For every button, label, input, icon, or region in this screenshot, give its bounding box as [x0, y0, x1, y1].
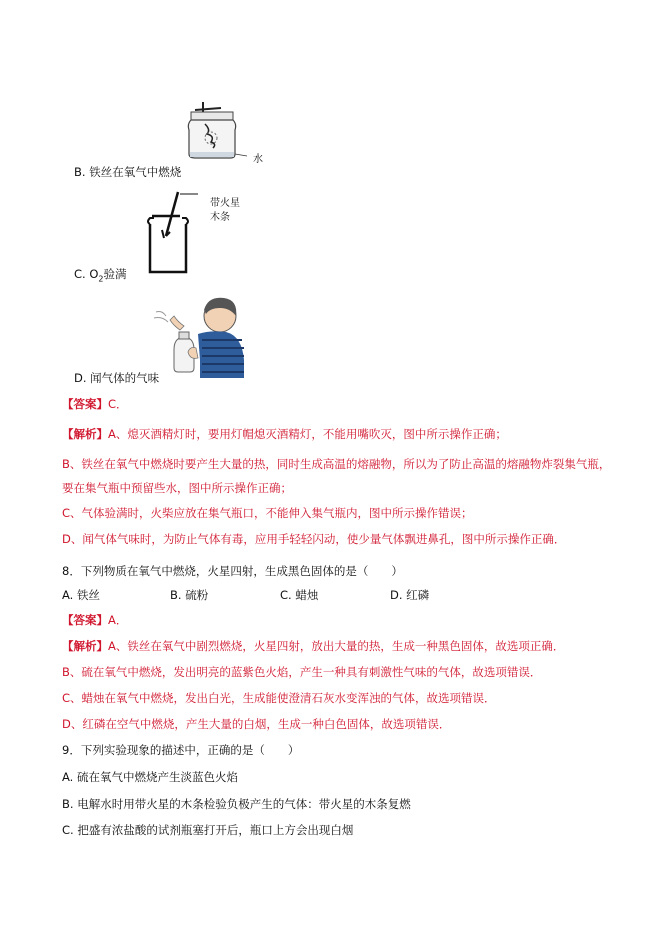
- q7-analysis-line-5: D、闻气体气味时，为防止气体有毒，应用手轻轻闪动，使少量气体飘进鼻孔，图中所示操作正确．: [62, 532, 566, 546]
- q7-analysis-line-3: 要在集气瓶中预留些水，图中所示操作正确；: [62, 481, 292, 495]
- q7-analysis-line-2: B、铁丝在氧气中燃烧时要产生大量的热，同时生成高温的熔融物，所以为了防止高温的熔融物炸裂集气瓶，: [62, 457, 611, 471]
- q9-option-b: B. 电解水时用带火星的木条检验负极产生的气体：带火星的木条复燃: [62, 797, 411, 811]
- q8-option-d: D. 红磷: [390, 588, 430, 602]
- q7-analysis-line-1: 【解析】A、熄灭酒精灯时，要用灯帽熄灭酒精灯，不能用嘴吹灭，图中所示操作正确；: [62, 427, 507, 441]
- q8-stem: 8．下列物质在氧气中燃烧，火星四射，生成黑色固体的是（ ）: [62, 564, 403, 578]
- q7-analysis-line-4: C、气体验满时，火柴应放在集气瓶口，不能伸入集气瓶内，图中所示操作错误；: [62, 506, 473, 520]
- q7-answer: 【答案】C．: [62, 397, 128, 411]
- q8-answer: 【答案】A．: [62, 613, 128, 627]
- q8-option-b: B. 硫粉: [170, 588, 209, 602]
- q8-option-a: A. 铁丝: [62, 588, 100, 602]
- figure-b-label: B. 铁丝在氧气中燃烧: [74, 165, 182, 179]
- q8-analysis-line-1: 【解析】A、铁丝在氧气中剧烈燃烧，火星四射，放出大量的热，生成一种黑色固体，故选项正确．: [62, 639, 565, 653]
- stick-label-1: 带火星: [210, 198, 240, 209]
- figure-d-label: D. 闻气体的气味: [74, 371, 160, 385]
- q8-analysis-line-2: B、硫在氧气中燃烧，发出明亮的蓝紫色火焰，产生一种具有刺激性气味的气体，故选项错误．: [62, 665, 542, 679]
- q9-option-a: A. 硫在氧气中燃烧产生淡蓝色火焰: [62, 770, 238, 784]
- q9-option-c: C. 把盛有浓盐酸的试剂瓶塞打开后，瓶口上方会出现白烟: [62, 823, 354, 837]
- smelling-gas-figure: [150, 290, 250, 380]
- q8-analysis-line-4: D、红磷在空气中燃烧，产生大量的白烟，生成一种白色固体，故选项错误．: [62, 717, 451, 731]
- stick-label-2: 木条: [210, 212, 230, 223]
- iron-burning-figure: [185, 100, 265, 160]
- q9-stem: 9．下列实验现象的描述中，正确的是（ ）: [62, 743, 300, 757]
- water-label: 水: [253, 154, 263, 165]
- q8-analysis-line-3: C、蜡烛在氧气中燃烧，发出白光，生成能使澄清石灰水变浑浊的气体，故选项错误．: [62, 691, 496, 705]
- q8-option-c: C. 蜡烛: [280, 588, 319, 602]
- oxygen-test-figure: [140, 188, 200, 276]
- figure-c-label: C. $O_2$验满: [74, 267, 127, 284]
